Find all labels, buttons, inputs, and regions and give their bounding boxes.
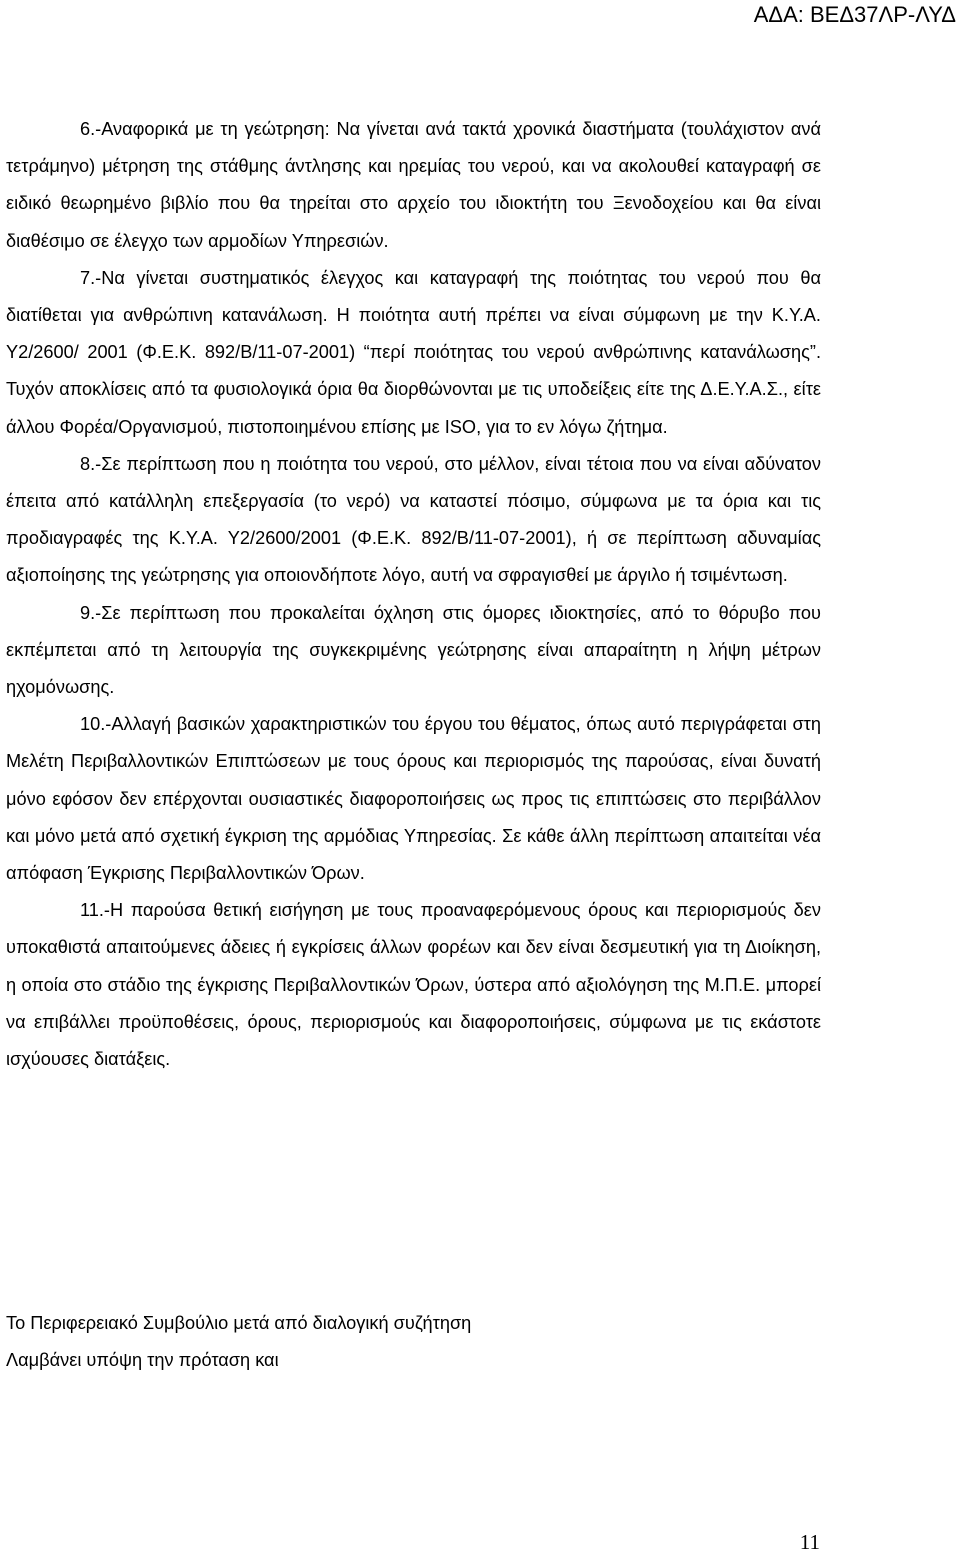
closing-line-2: Λαμβάνει υπόψη την πρόταση και (6, 1350, 279, 1371)
closing-statement (6, 1305, 821, 1379)
paragraph-6: 6.-Αναφορικά με τη γεώτρηση: Να γίνεται ανά τακτά χρονικά διαστήματα (τουλάχιστον ανά τετράμηνο) μέτρηση της στάθμης άντλησης και ηρεμίας του νερού, και να ακολουθεί καταγραφή σε ειδικό θεωρημένο βιβλίο που θα τηρείται στο αρχείο του ιδιοκτήτη του Ξενοδοχείου και θα είναι διαθέσιμο σε έλεγχο των αρμοδίων Υπηρεσιών. (6, 119, 821, 251)
paragraph-8: 8.-Σε περίπτωση που η ποιότητα του νερού, στο μέλλον, είναι τέτοια που να είναι αδύνατον έπειτα από κατάλληλη επεξεργασία (το νερό) να καταστεί πόσιμο, σύμφωνα με τα όρια και τις προδιαγραφές της Κ.Υ.Α. Υ2/2600/2001 (Φ.Ε.Κ. 892/Β/11-07-2001), ή σε περίπτωση αδυναμίας αξιοποίησης της γεώτρησης για οποιονδήποτε λόγο, αυτή να σφραγισθεί με άργιλο ή τσιμέντωση. (6, 453, 821, 586)
document-code: ΑΔΑ: ΒΕΔ37ΛΡ-ΛΥΔ (753, 2, 956, 27)
page-number: 11 (799, 1530, 820, 1554)
paragraph-7: 7.-Να γίνεται συστηματικός έλεγχος και καταγραφή της ποιότητας του νερού που θα διατίθεται για ανθρώπινη κατανάλωση. Η ποιότητα αυτή πρέπει να είναι σύμφωνη με την Κ.Υ.Α. Υ2/2600/ 2001 (Φ.Ε.Κ. 892/Β/11-07-2001) “περί ποιότητας του νερού ανθρώπινης κατανάλωσης”. Τυχόν αποκλίσεις από τα φυσιολογικά όρια θα διορθώνονται με τις υποδείξεις είτε της Δ.Ε.Υ.Α.Σ., είτε άλλου Φορέα/Οργανισμού, πιστοποιημένου επίσης με ISO, για το εν λόγω ζήτημα. (6, 267, 821, 437)
paragraph-9: 9.-Σε περίπτωση που προκαλείται όχληση στις όμορες ιδιοκτησίες, από το θόρυβο που εκπέμπεται από τη λειτουργία της συγκεκριμένης γεώτρησης είναι απαραίτητη η λήψη μέτρων ηχομόνωσης. (6, 602, 821, 698)
paragraph-11: 11.-Η παρούσα θετική εισήγηση με τους προαναφερόμενους όρους και περιορισμούς δεν υποκαθιστά απαιτούμενες άδειες ή εγκρίσεις άλλων φορέων και δεν είναι δεσμευτική για τη Διοίκηση, η οποία στο στάδιο της έγκρισης Περιβαλλοντικών Όρων, ύστερα από αξιολόγηση της Μ.Π.Ε. μπορεί να επιβάλλει προϋποθέσεις, όρους, περιορισμούς και διαφοροποιήσεις, σύμφωνα με τις εκάστοτε ισχύουσες διατάξεις. (6, 900, 821, 1070)
paragraph-10: 10.-Αλλαγή βασικών χαρακτηριστικών του έργου του θέματος, όπως αυτό περιγράφεται στη Μελέτη Περιβαλλοντικών Επιπτώσεων με τους όρους και περιορισμός της παρούσας, είναι δυνατή μόνο εφόσον δεν επέρχονται ουσιαστικές διαφοροποιήσεις ως προς τις επιπτώσεις στο περιβάλλον και μόνο μετά από σχετική έγκριση της αρμόδιας Υπηρεσίας. Σε κάθε άλλη περίπτωση απαιτείται νέα απόφαση Έγκρισης Περιβαλλοντικών Όρων. (6, 714, 821, 884)
closing-line-1: Το Περιφερειακό Συμβούλιο μετά από διαλογική συζήτηση (6, 1313, 472, 1333)
document-body (6, 111, 821, 1078)
